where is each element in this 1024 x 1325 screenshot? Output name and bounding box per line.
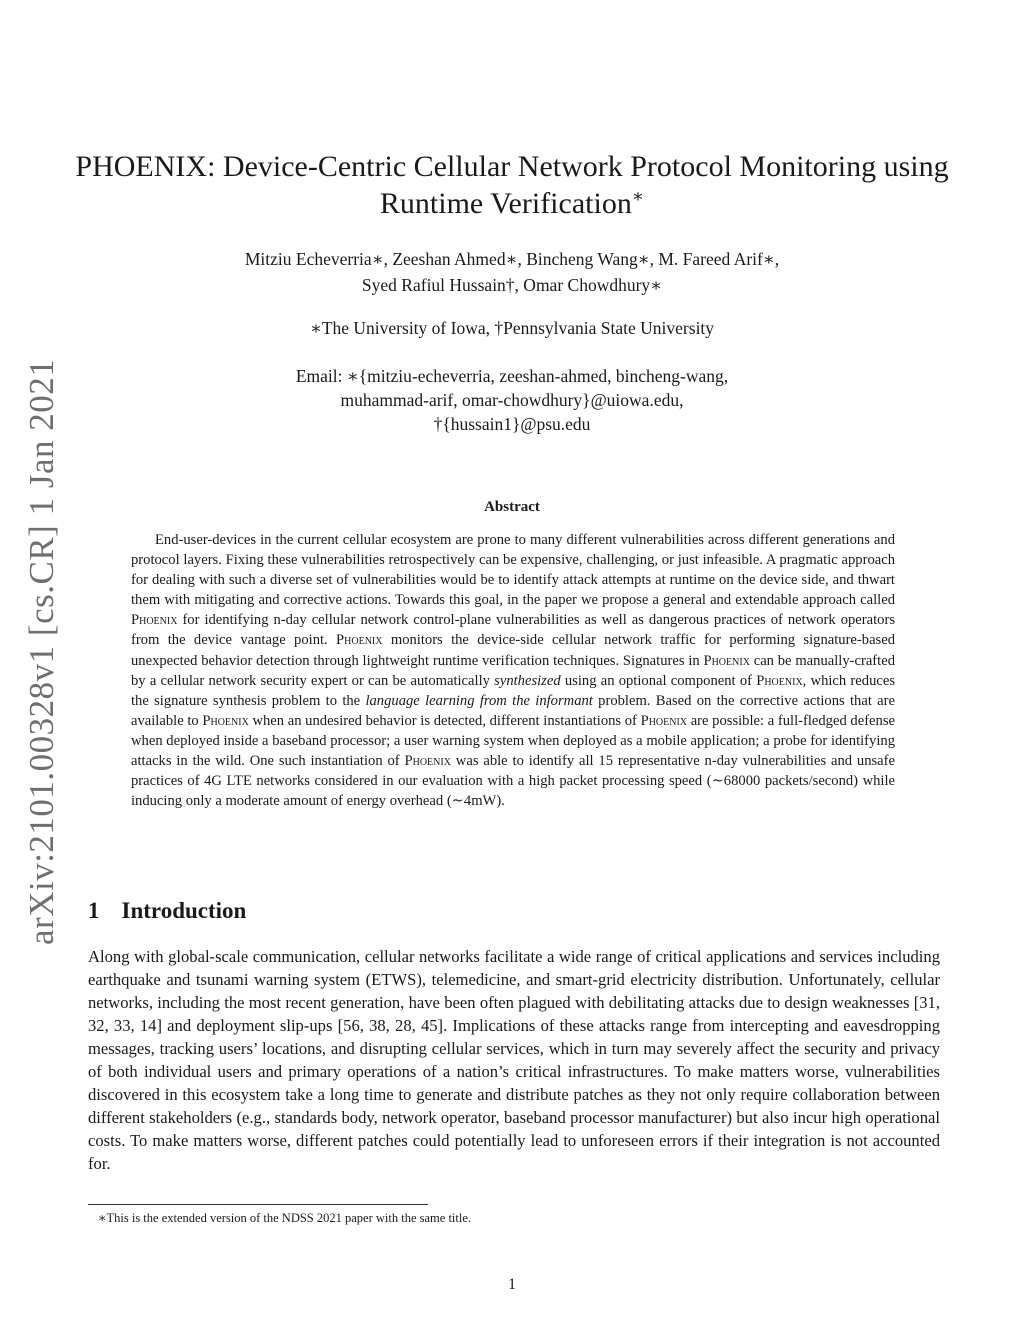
title-footnote-marker: ∗ [631,186,645,206]
introduction-paragraph: Along with global-scale communication, cellular networks facilitate a wide range of critical applications and services including earthquake and tsunami warning system (ETWS), telemedicine, and smart-grid electricity distribution. Unfortunately, cellular networks, including the most recent generation, have been often plagued with debilitating attacks due to design weaknesses [31, 32, 33, 14] and deployment slip-ups [56, 38, 28, 45]. Implications of these attacks range from intercepting and eavesdropping messages, tracking users’ locations, and disrupting cellular services, which in turn may severely affect the security and privacy of both individual users and primary operations of a nation’s critical infrastructures. To make matters worse, vulnerabilities discovered in this ecosystem take a long time to generate and distribute patches as they not only require collaboration between different stakeholders (e.g., standards body, network operator, baseband processor manufacturer) but also incur high operational costs. To make matters worse, different patches could potentially lead to unforeseen errors if their integration is not accounted for. [88,947,940,1173]
author-list [90,246,934,298]
phoenix-name: Phoenix [404,753,451,770]
abstract-seg-2: for identifying n-day cellular network control-plane vulnerabilities as well as dangerous practices of network operators from the device vantage point. [131,612,895,649]
email-line-2: muhammad-arif, omar-chowdhury}@uiowa.edu, [340,390,684,410]
paper-title [70,148,954,222]
abstract-heading: Abstract [484,499,540,515]
footnote: ∗This is the extended version of the NDSS 2021 paper with the same title. [98,1211,472,1225]
synthesized-emphasis: synthesized [494,672,561,689]
email-line-3: †{hussain1}@psu.edu [433,414,591,434]
abstract-seg-7: problem. Based on the corrective actions that are available to [131,692,895,729]
abstract-seg-8: when an undesired behavior is detected, different instantiations of [248,712,641,729]
authors-line-2: Syed Rafiul Hussain†, Omar Chowdhury∗ [361,275,663,295]
phoenix-name: Phoenix [131,612,178,629]
abstract-seg-1: End-user-devices in the current cellular ecosystem are prone to many different vulnerabilities across different generations and protocol layers. Fixing these vulnerabilities retrospectively can be expensive, challenging, or just infeasible. A pragmatic approach for dealing with such a diverse set of vulnerabilities would be to identify attack attempts at runtime on the device side, and thwart them with mitigating and corrective actions. Towards this goal, in the paper we propose a general and extendable approach called [131,532,895,609]
abstract-text [131,530,895,811]
section-number: 1 [88,898,100,923]
affiliations: ∗The University of Iowa, †Pennsylvania State University [309,318,715,338]
footnote-rule [88,1204,428,1205]
section-heading-introduction [88,898,246,924]
section-title: Introduction [121,898,247,923]
abstract-seg-3: monitors the device-side cellular network traffic for performing signature-based unexpected behavior detection through lightweight runtime verification techniques. Signatures in [131,632,895,669]
phoenix-name: Phoenix [703,652,750,669]
abstract-seg-9: are possible: a full-fledged defense when deployed inside a baseband processor; a user warning system when deployed as a mobile application; a probe for identifying attacks in the wild. One such instantiation of [131,712,895,770]
title-line-2: Runtime Verification [379,187,632,220]
email-block [90,364,934,436]
phoenix-name: Phoenix [640,712,688,729]
abstract-seg-6: , which reduces the signature synthesis problem to the [131,672,895,709]
email-line-1: Email: ∗{mitziu-echeverria, zeeshan-ahmed, bincheng-wang, [295,366,729,386]
abstract-seg-5: using an optional component of [560,672,757,689]
authors-line-1: Mitziu Echeverria∗, Zeeshan Ahmed∗, Bincheng Wang∗, M. Fareed Arif∗, [244,249,780,269]
abstract-seg-10: was able to identify all 15 representative n-day vulnerabilities and unsafe practices of 4G LTE networks considered in our evaluation with a high packet processing speed (∼68000 packets/second) while inducing only a moderate amount of energy overhead (∼4mW). [131,753,895,810]
phoenix-name: Phoenix [202,712,249,729]
phoenix-name: Phoenix [336,632,383,649]
page-number: 1 [508,1276,516,1293]
arxiv-identifier: arXiv:2101.00328v1 [cs.CR] 1 Jan 2021 [22,358,61,945]
title-line-1: PHOENIX: Device-Centric Cellular Network Protocol Monitoring using [75,150,949,183]
language-learning-emphasis: language learning from the informant [365,692,593,709]
abstract-seg-4: can be manually-crafted by a cellular network security expert or can be automatically [131,652,895,689]
phoenix-name: Phoenix [756,672,803,689]
